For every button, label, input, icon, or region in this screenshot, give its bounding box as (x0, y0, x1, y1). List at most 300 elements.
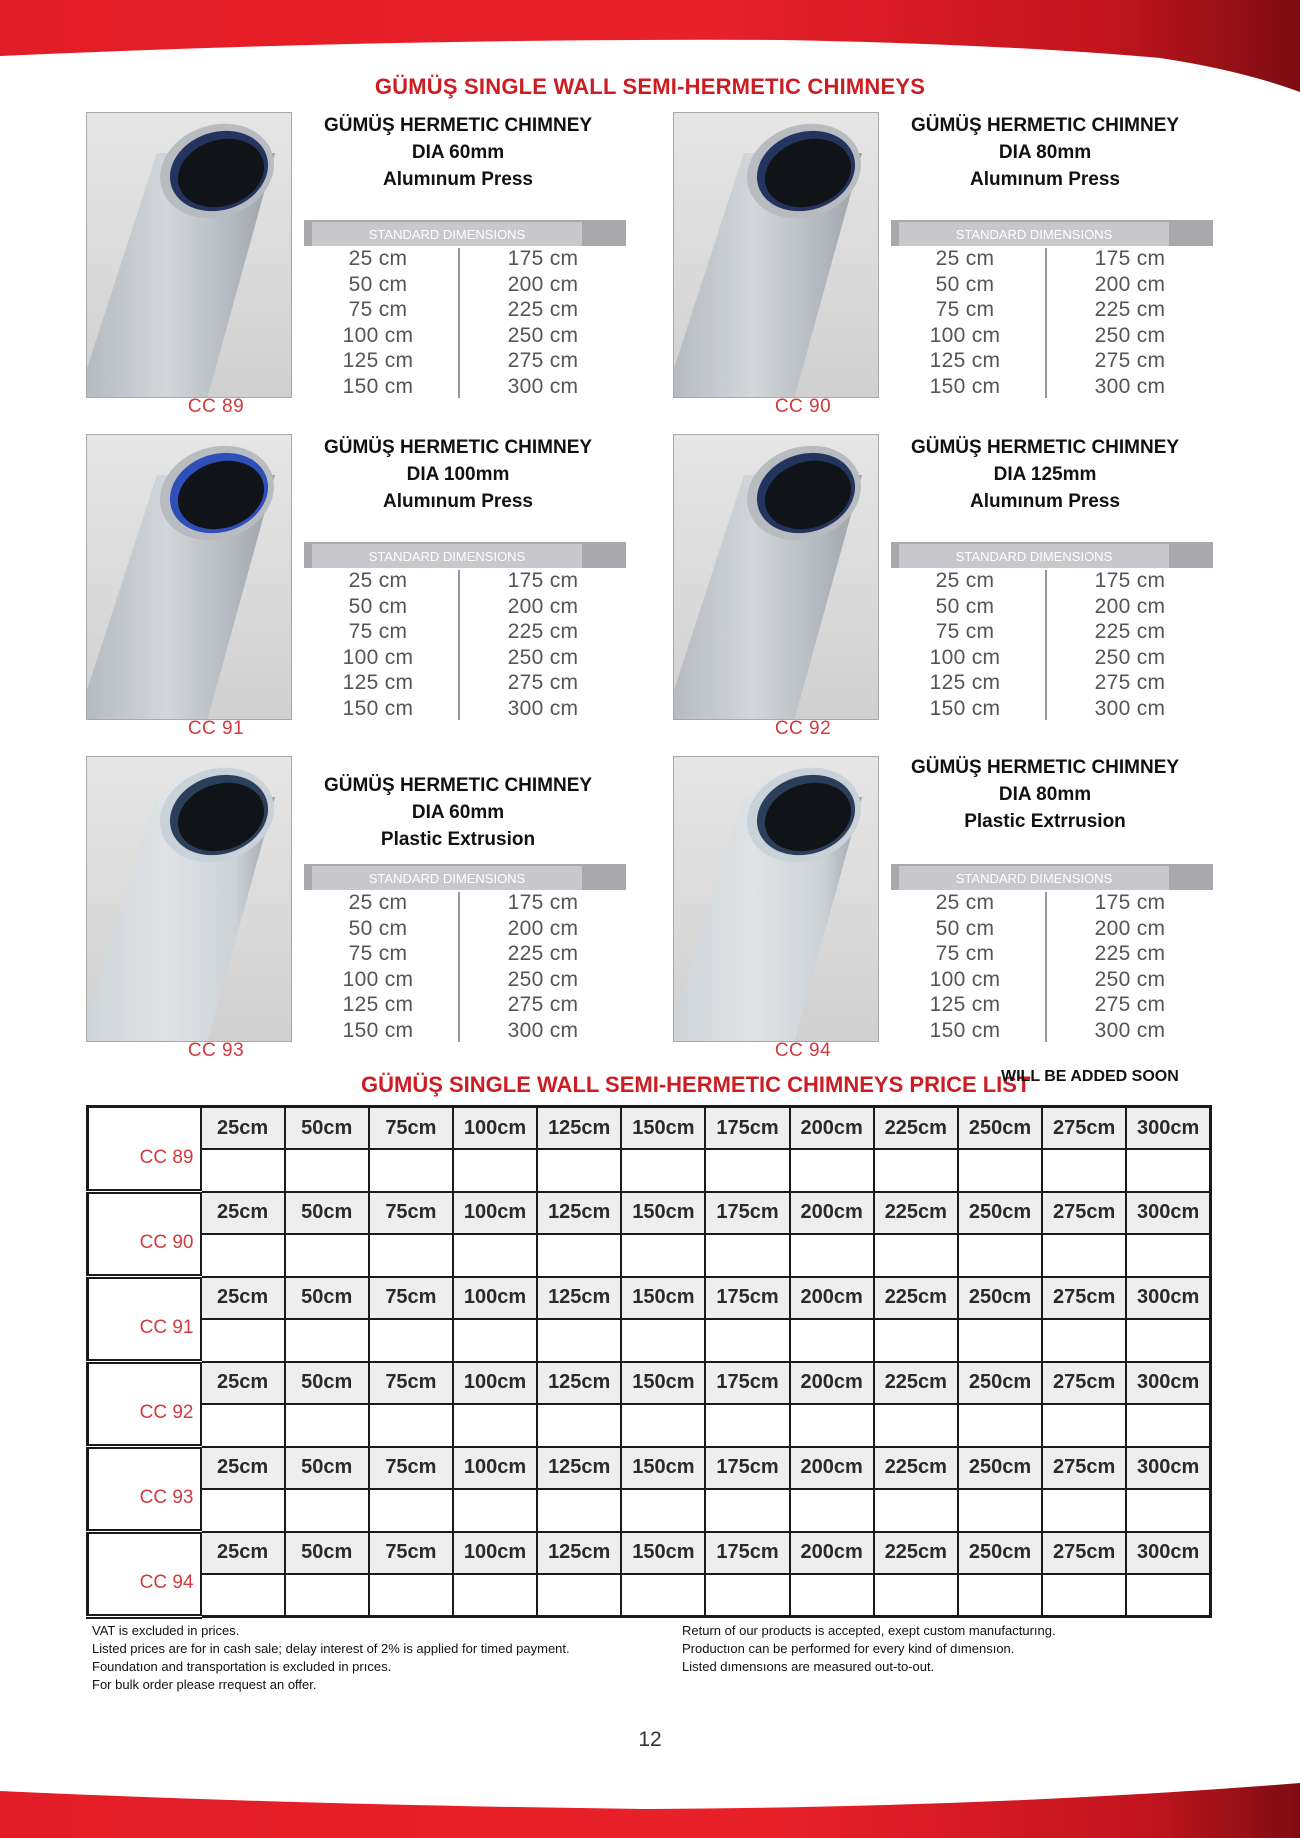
size-cell: 275cm (1042, 1362, 1126, 1405)
price-cell (790, 1404, 874, 1447)
dimension-value: 75 cm (935, 942, 995, 966)
size-cell: 75cm (369, 1277, 453, 1320)
price-cell (285, 1574, 369, 1617)
size-cell: 50cm (285, 1107, 369, 1150)
dimension-value: 75 cm (935, 298, 995, 322)
product-title (308, 112, 608, 193)
dimension-value: 250 cm (507, 645, 579, 669)
dimensions-divider (1045, 892, 1047, 1042)
size-cell: 275cm (1042, 1447, 1126, 1490)
dimension-value: 100 cm (342, 967, 414, 991)
dimension-value: 100 cm (342, 645, 414, 669)
price-cell (201, 1319, 285, 1362)
dimension-value: 25 cm (348, 247, 408, 270)
dimensions-header-bar (304, 864, 626, 890)
dimension-value: 225 cm (1094, 942, 1166, 966)
price-cell (285, 1404, 369, 1447)
size-cell: 175cm (705, 1362, 789, 1405)
size-cell: 300cm (1126, 1107, 1210, 1150)
price-cell (453, 1574, 537, 1617)
product-code: CC 94 (774, 1040, 832, 1061)
dimensions-column-right (1065, 568, 1195, 722)
dimension-value: 250 cm (507, 323, 579, 347)
product-material: Plastic Extrrusion (964, 811, 1126, 832)
table-row (88, 1447, 1211, 1490)
dimensions-column-right (1065, 246, 1195, 400)
dimensions-column-right (478, 890, 608, 1044)
price-cell (453, 1489, 537, 1532)
price-cell (958, 1149, 1042, 1192)
dimensions-column-left (895, 568, 1035, 722)
product-material: Alumınum Press (970, 169, 1120, 190)
product-name: GÜMÜŞ HERMETIC CHIMNEY (910, 437, 1180, 458)
size-cell: 25cm (201, 1532, 285, 1575)
dimension-value: 300 cm (507, 1018, 579, 1042)
dimensions-header-bar (304, 542, 626, 568)
product-card (673, 112, 1233, 430)
size-cell: 150cm (621, 1532, 705, 1575)
dimensions-divider (1045, 248, 1047, 398)
table-row (88, 1362, 1211, 1405)
dimension-value: 50 cm (348, 594, 408, 618)
note-line: Return of our products is accepted, exept custom manufacturıng. (682, 1623, 1056, 1638)
dimension-value: 100 cm (929, 967, 1001, 991)
price-cell (369, 1489, 453, 1532)
size-cell: 75cm (369, 1192, 453, 1235)
product-diameter: DIA 100mm (406, 464, 510, 485)
size-cell: 175cm (705, 1277, 789, 1320)
dimension-value: 100 cm (929, 645, 1001, 669)
size-cell: 175cm (705, 1447, 789, 1490)
dimensions-header: STANDARD DIMENSIONS (312, 866, 582, 890)
note-line: VAT is excluded in prices. (92, 1623, 240, 1638)
size-cell: 100cm (453, 1107, 537, 1150)
dimensions-column-right (478, 568, 608, 722)
price-cell (537, 1319, 621, 1362)
price-cell (453, 1319, 537, 1362)
dimension-value: 75 cm (935, 620, 995, 644)
dimension-value: 250 cm (1094, 323, 1166, 347)
dimension-value: 225 cm (1094, 620, 1166, 644)
chimney-pipe-image (673, 112, 879, 398)
product-diameter: DIA 60mm (411, 142, 505, 163)
price-cell (790, 1574, 874, 1617)
dimension-value: 50 cm (348, 272, 408, 296)
size-cell: 100cm (453, 1192, 537, 1235)
product-name: GÜMÜŞ HERMETIC CHIMNEY (910, 115, 1180, 136)
dimension-value: 300 cm (1094, 696, 1166, 720)
size-cell: 250cm (958, 1192, 1042, 1235)
dimension-value: 300 cm (507, 696, 579, 720)
dimensions-header-bar (891, 542, 1213, 568)
product-title (308, 434, 608, 515)
product-code: CC 90 (774, 396, 832, 417)
product-title (895, 754, 1195, 835)
price-cell (1126, 1489, 1210, 1532)
size-cell: 225cm (874, 1532, 958, 1575)
row-product-code: CC 91 (88, 1277, 201, 1362)
dimension-value: 275 cm (507, 671, 579, 695)
price-cell (705, 1234, 789, 1277)
table-row (88, 1404, 1211, 1447)
dimensions-header: STANDARD DIMENSIONS (312, 544, 582, 568)
product-name: GÜMÜŞ HERMETIC CHIMNEY (323, 437, 593, 458)
price-cell (201, 1234, 285, 1277)
note-line: Foundatıon and transportation is excluded in prıces. (92, 1659, 392, 1674)
size-cell: 50cm (285, 1447, 369, 1490)
note-line: For bulk order please rrequest an offer. (92, 1677, 317, 1692)
notes-left (92, 1622, 570, 1694)
main-title: GÜMÜŞ SINGLE WALL SEMI-HERMETIC CHIMNEYS (374, 74, 926, 99)
dimension-value: 275 cm (1094, 671, 1166, 695)
dimensions-header-bar (891, 864, 1213, 890)
table-row (88, 1319, 1211, 1362)
price-cell (621, 1574, 705, 1617)
price-cell (285, 1319, 369, 1362)
dimensions-header: STANDARD DIMENSIONS (899, 222, 1169, 246)
price-cell (621, 1319, 705, 1362)
price-cell (705, 1574, 789, 1617)
product-diameter: DIA 60mm (411, 802, 505, 823)
product-material: Alumınum Press (383, 169, 533, 190)
price-cell (285, 1149, 369, 1192)
dimensions-column-left (895, 890, 1035, 1044)
dimensions-divider (458, 892, 460, 1042)
price-cell (537, 1149, 621, 1192)
price-cell (621, 1234, 705, 1277)
price-cell (1126, 1574, 1210, 1617)
price-cell (958, 1404, 1042, 1447)
size-cell: 225cm (874, 1447, 958, 1490)
size-cell: 125cm (537, 1362, 621, 1405)
dimension-value: 150 cm (929, 696, 1001, 720)
dimensions-header-bar (891, 220, 1213, 246)
size-cell: 225cm (874, 1192, 958, 1235)
size-cell: 200cm (790, 1532, 874, 1575)
price-cell (621, 1404, 705, 1447)
size-cell: 75cm (369, 1447, 453, 1490)
price-cell (201, 1149, 285, 1192)
size-cell: 100cm (453, 1447, 537, 1490)
size-cell: 175cm (705, 1532, 789, 1575)
size-cell: 100cm (453, 1362, 537, 1405)
table-row (88, 1107, 1211, 1150)
price-cell (1042, 1319, 1126, 1362)
product-card (673, 434, 1233, 752)
price-cell (1042, 1404, 1126, 1447)
row-product-code: CC 92 (88, 1362, 201, 1447)
size-cell: 300cm (1126, 1362, 1210, 1405)
dimension-value: 175 cm (507, 569, 579, 592)
dimension-value: 150 cm (342, 696, 414, 720)
price-cell (790, 1234, 874, 1277)
price-cell (453, 1234, 537, 1277)
price-cell (958, 1234, 1042, 1277)
dimension-value: 175 cm (1094, 891, 1166, 914)
note-line: Productıon can be performed for every kind of dımensıon. (682, 1641, 1015, 1656)
dimension-value: 50 cm (935, 916, 995, 940)
dimension-value: 250 cm (1094, 967, 1166, 991)
price-cell (705, 1319, 789, 1362)
price-cell (958, 1489, 1042, 1532)
chimney-pipe-image (673, 756, 879, 1042)
product-material: Plastic Extrusion (380, 829, 536, 850)
size-cell: 75cm (369, 1532, 453, 1575)
product-title (308, 772, 608, 853)
size-cell: 50cm (285, 1277, 369, 1320)
size-cell: 250cm (958, 1277, 1042, 1320)
size-cell: 200cm (790, 1447, 874, 1490)
size-cell: 225cm (874, 1107, 958, 1150)
size-cell: 25cm (201, 1107, 285, 1150)
dimension-value: 175 cm (1094, 569, 1166, 592)
product-material: Alumınum Press (970, 491, 1120, 512)
price-cell (621, 1149, 705, 1192)
row-product-code: CC 94 (88, 1532, 201, 1617)
price-cell (790, 1319, 874, 1362)
price-cell (369, 1574, 453, 1617)
size-cell: 50cm (285, 1362, 369, 1405)
price-cell (705, 1149, 789, 1192)
dimensions-divider (458, 248, 460, 398)
dimension-value: 300 cm (1094, 374, 1166, 398)
size-cell: 150cm (621, 1447, 705, 1490)
price-cell (537, 1404, 621, 1447)
dimension-value: 200 cm (1094, 916, 1166, 940)
price-cell (790, 1489, 874, 1532)
size-cell: 25cm (201, 1277, 285, 1320)
row-product-code: CC 89 (88, 1107, 201, 1192)
dimension-value: 200 cm (507, 594, 579, 618)
notes-right (682, 1622, 1056, 1676)
dimension-value: 125 cm (342, 349, 414, 373)
size-cell: 300cm (1126, 1192, 1210, 1235)
dimension-value: 75 cm (348, 942, 408, 966)
size-cell: 225cm (874, 1362, 958, 1405)
size-cell: 100cm (453, 1277, 537, 1320)
dimension-value: 275 cm (1094, 993, 1166, 1017)
dimensions-column-left (895, 246, 1035, 400)
dimension-value: 125 cm (342, 671, 414, 695)
row-product-code: CC 90 (88, 1192, 201, 1277)
size-cell: 25cm (201, 1447, 285, 1490)
table-row (88, 1489, 1211, 1532)
product-name: GÜMÜŞ HERMETIC CHIMNEY (910, 757, 1180, 778)
note-line: Listed prices are for in cash sale; delay interest of 2% is applied for timed payment. (92, 1641, 570, 1656)
size-cell: 150cm (621, 1362, 705, 1405)
price-cell (1126, 1149, 1210, 1192)
size-cell: 275cm (1042, 1192, 1126, 1235)
dimensions-column-right (478, 246, 608, 400)
price-cell (874, 1574, 958, 1617)
dimensions-header: STANDARD DIMENSIONS (899, 866, 1169, 890)
dimension-value: 200 cm (1094, 594, 1166, 618)
size-cell: 125cm (537, 1107, 621, 1150)
dimension-value: 250 cm (507, 967, 579, 991)
product-code: CC 91 (187, 718, 245, 739)
price-cell (201, 1489, 285, 1532)
price-cell (1042, 1149, 1126, 1192)
dimension-value: 275 cm (1094, 349, 1166, 373)
size-cell: 150cm (621, 1277, 705, 1320)
price-cell (285, 1489, 369, 1532)
price-cell (874, 1234, 958, 1277)
price-list-note: WILL BE ADDED SOON (1001, 1068, 1179, 1085)
product-material: Alumınum Press (383, 491, 533, 512)
dimension-value: 150 cm (929, 374, 1001, 398)
dimension-value: 275 cm (507, 349, 579, 373)
dimensions-divider (1045, 570, 1047, 720)
size-cell: 200cm (790, 1192, 874, 1235)
chimney-pipe-image (86, 756, 292, 1042)
size-cell: 300cm (1126, 1277, 1210, 1320)
price-cell (874, 1489, 958, 1532)
price-cell (537, 1489, 621, 1532)
product-name: GÜMÜŞ HERMETIC CHIMNEY (323, 115, 593, 136)
size-cell: 175cm (705, 1192, 789, 1235)
product-diameter: DIA 125mm (993, 464, 1097, 485)
size-cell: 250cm (958, 1447, 1042, 1490)
price-cell (453, 1149, 537, 1192)
note-line: Listed dımensıons are measured out-to-out. (682, 1659, 935, 1674)
size-cell: 150cm (621, 1107, 705, 1150)
dimensions-column-left (308, 890, 448, 1044)
size-cell: 175cm (705, 1107, 789, 1150)
price-cell (1042, 1574, 1126, 1617)
dimension-value: 25 cm (935, 247, 995, 270)
dimension-value: 150 cm (342, 374, 414, 398)
price-cell (705, 1489, 789, 1532)
page-number: 12 (638, 1728, 662, 1751)
dimension-value: 175 cm (507, 247, 579, 270)
size-cell: 250cm (958, 1532, 1042, 1575)
dimension-value: 25 cm (348, 891, 408, 914)
price-list-title: GÜMÜŞ SINGLE WALL SEMI-HERMETIC CHIMNEYS PRICE LIST (361, 1072, 1031, 1097)
dimensions-column-right (1065, 890, 1195, 1044)
dimension-value: 125 cm (929, 671, 1001, 695)
dimension-value: 25 cm (935, 891, 995, 914)
product-code: CC 89 (187, 396, 245, 417)
size-cell: 50cm (285, 1532, 369, 1575)
price-cell (537, 1234, 621, 1277)
price-cell (705, 1404, 789, 1447)
product-card (86, 434, 646, 752)
chimney-pipe-image (86, 112, 292, 398)
dimension-value: 225 cm (1094, 298, 1166, 322)
dimensions-divider (458, 570, 460, 720)
price-cell (201, 1404, 285, 1447)
price-cell (453, 1404, 537, 1447)
dimension-value: 50 cm (935, 272, 995, 296)
product-card (86, 112, 646, 430)
size-cell: 100cm (453, 1532, 537, 1575)
price-cell (537, 1574, 621, 1617)
size-cell: 250cm (958, 1362, 1042, 1405)
size-cell: 200cm (790, 1362, 874, 1405)
dimension-value: 225 cm (507, 620, 579, 644)
row-product-code: CC 93 (88, 1447, 201, 1532)
dimensions-header-bar (304, 220, 626, 246)
price-cell (1126, 1319, 1210, 1362)
dimension-value: 100 cm (929, 323, 1001, 347)
product-card (673, 756, 1233, 1074)
product-code: CC 93 (187, 1040, 245, 1061)
table-row (88, 1574, 1211, 1617)
price-cell (958, 1319, 1042, 1362)
chimney-pipe-image (673, 434, 879, 720)
price-cell (790, 1149, 874, 1192)
product-code: CC 92 (774, 718, 832, 739)
size-cell: 125cm (537, 1447, 621, 1490)
table-row (88, 1192, 1211, 1235)
dimension-value: 50 cm (348, 916, 408, 940)
chimney-pipe-image (86, 434, 292, 720)
table-row (88, 1234, 1211, 1277)
footer-band (0, 1743, 1300, 1838)
size-cell: 275cm (1042, 1107, 1126, 1150)
dimension-value: 200 cm (507, 272, 579, 296)
size-cell: 250cm (958, 1107, 1042, 1150)
dimension-value: 75 cm (348, 620, 408, 644)
dimension-value: 125 cm (342, 993, 414, 1017)
table-row (88, 1149, 1211, 1192)
dimension-value: 50 cm (935, 594, 995, 618)
dimension-value: 175 cm (507, 891, 579, 914)
price-cell (369, 1319, 453, 1362)
price-cell (369, 1234, 453, 1277)
size-cell: 25cm (201, 1362, 285, 1405)
size-cell: 25cm (201, 1192, 285, 1235)
table-row (88, 1532, 1211, 1575)
dimension-value: 150 cm (929, 1018, 1001, 1042)
dimension-value: 250 cm (1094, 645, 1166, 669)
dimension-value: 75 cm (348, 298, 408, 322)
dimension-value: 25 cm (935, 569, 995, 592)
size-cell: 150cm (621, 1192, 705, 1235)
dimension-value: 300 cm (1094, 1018, 1166, 1042)
size-cell: 50cm (285, 1192, 369, 1235)
size-cell: 125cm (537, 1192, 621, 1235)
price-cell (958, 1574, 1042, 1617)
dimension-value: 200 cm (507, 916, 579, 940)
price-cell (201, 1574, 285, 1617)
dimensions-column-left (308, 568, 448, 722)
size-cell: 275cm (1042, 1277, 1126, 1320)
dimension-value: 100 cm (342, 323, 414, 347)
dimension-value: 300 cm (507, 374, 579, 398)
product-diameter: DIA 80mm (998, 784, 1092, 805)
dimension-value: 275 cm (507, 993, 579, 1017)
size-cell: 75cm (369, 1362, 453, 1405)
price-cell (874, 1149, 958, 1192)
dimensions-header: STANDARD DIMENSIONS (312, 222, 582, 246)
product-card (86, 756, 646, 1074)
size-cell: 300cm (1126, 1447, 1210, 1490)
price-cell (1126, 1404, 1210, 1447)
size-cell: 125cm (537, 1277, 621, 1320)
dimension-value: 225 cm (507, 942, 579, 966)
dimensions-column-left (308, 246, 448, 400)
dimension-value: 125 cm (929, 993, 1001, 1017)
dimension-value: 225 cm (507, 298, 579, 322)
size-cell: 125cm (537, 1532, 621, 1575)
dimension-value: 150 cm (342, 1018, 414, 1042)
size-cell: 275cm (1042, 1532, 1126, 1575)
product-name: GÜMÜŞ HERMETIC CHIMNEY (323, 775, 593, 796)
price-cell (874, 1404, 958, 1447)
size-cell: 300cm (1126, 1532, 1210, 1575)
price-cell (1042, 1489, 1126, 1532)
